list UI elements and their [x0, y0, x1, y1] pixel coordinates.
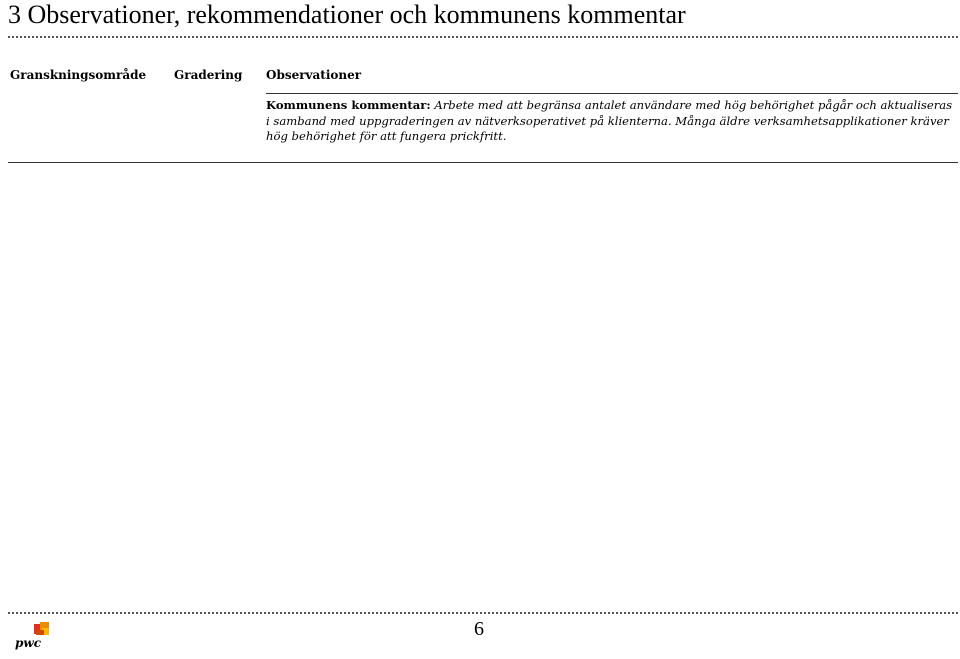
comment-text: Arbete med att begränsa antalet användare med hög behörighet pågår och aktualiseras i samband med uppgraderingen av nätverksoperativet på klienterna. Många äldre verksamhetsapplikationer kräver hög behörighet för att fungera prickfritt.: [266, 98, 953, 143]
logo-block-4: [36, 630, 44, 635]
page-title: 3 Observationer, rekommendationer och kommunens kommentar: [8, 0, 686, 29]
pwc-logo: [14, 622, 56, 652]
footer-divider: [8, 612, 958, 614]
column-header-observationer: Observationer: [266, 68, 362, 82]
table-bottom-rule: [8, 162, 958, 163]
header-divider: [8, 36, 958, 38]
municipality-comment: [266, 98, 956, 145]
column-header-granskningsomrade: Granskningsområde: [10, 68, 147, 82]
comment-label: Kommunens kommentar:: [266, 98, 431, 112]
table-header-rule: [266, 93, 958, 94]
column-header-gradering: Gradering: [174, 68, 243, 82]
page-number: 6: [474, 618, 484, 640]
logo-text: pwc: [15, 636, 42, 650]
